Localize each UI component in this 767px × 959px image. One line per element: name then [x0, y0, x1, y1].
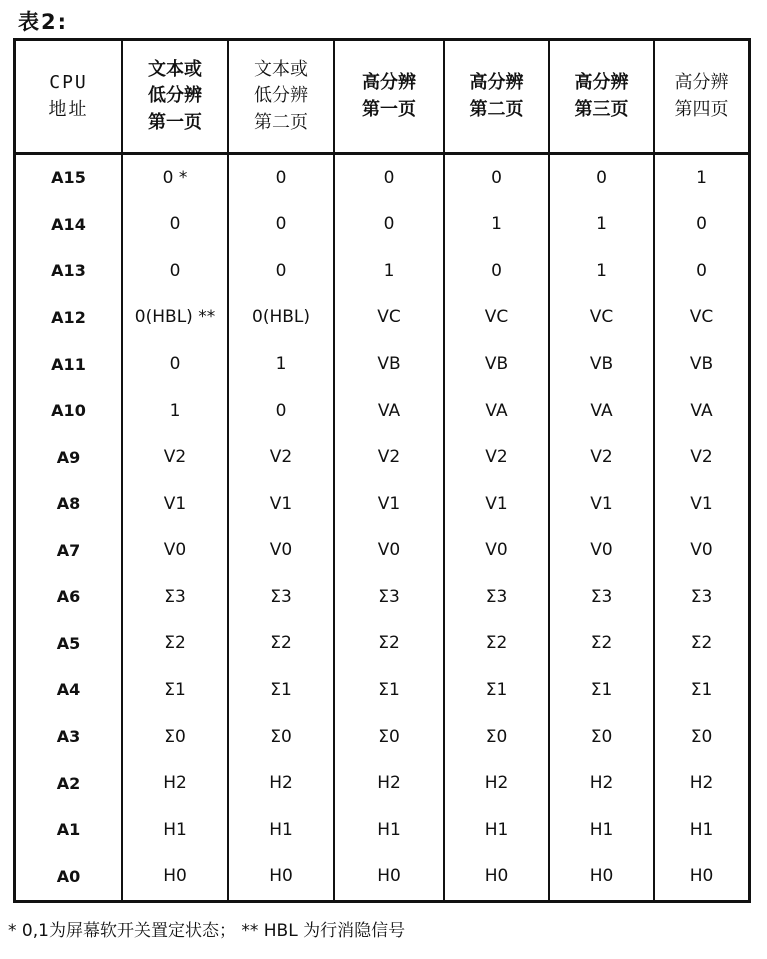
table-cell: Σ3	[653, 574, 748, 621]
table-cell: V1	[121, 481, 227, 528]
header-hires-page1: 高分辨 第一页	[333, 41, 443, 155]
table-cell: 0	[333, 202, 443, 249]
table-cell: VC	[548, 295, 653, 342]
table-cell: 0	[653, 202, 748, 249]
table-cell: VB	[653, 341, 748, 388]
table-cell: H0	[653, 853, 748, 900]
table-cell: H1	[443, 807, 548, 854]
table-cell: Σ1	[653, 667, 748, 714]
table-cell: Σ2	[443, 621, 548, 668]
table-cell: 0	[443, 248, 548, 295]
table-cell: VC	[443, 295, 548, 342]
table-cell: 0	[121, 341, 227, 388]
table-cell: Σ0	[443, 714, 548, 761]
address-line-cell: A9	[56, 447, 81, 467]
table-cell: V2	[443, 434, 548, 481]
address-line-cell: A3	[56, 727, 81, 747]
table-cell: Σ2	[333, 621, 443, 668]
table-cell: V0	[548, 528, 653, 575]
address-line-cell: A1	[56, 820, 81, 840]
table-cell: 1	[121, 388, 227, 435]
table-cell: VC	[653, 295, 748, 342]
table-cell: 0	[443, 155, 548, 202]
table-cell: 0	[227, 388, 333, 435]
table-cell: Σ2	[548, 621, 653, 668]
table-cell: 0	[227, 202, 333, 249]
table-cell: 1	[548, 248, 653, 295]
table-cell: Σ2	[121, 621, 227, 668]
address-line-cell: A13	[51, 261, 86, 281]
header-text-lores-page1: 文本或 低分辨 第一页	[121, 41, 227, 155]
table-cell: 1	[227, 341, 333, 388]
header-hires-page4: 高分辨 第四页	[653, 41, 748, 155]
table-cell: V2	[548, 434, 653, 481]
table-cell: H0	[121, 853, 227, 900]
address-line-cell: A4	[56, 680, 81, 700]
table-cell: Σ1	[443, 667, 548, 714]
table-cell: 0	[653, 248, 748, 295]
table-cell: V1	[443, 481, 548, 528]
table-cell: VA	[443, 388, 548, 435]
table-cell: Σ2	[227, 621, 333, 668]
table-cell: V0	[443, 528, 548, 575]
address-line-cell: A10	[51, 401, 86, 421]
address-line-cell: A14	[51, 214, 86, 234]
table-cell: Σ0	[548, 714, 653, 761]
address-line-cell: A11	[51, 354, 86, 374]
table-cell: VB	[548, 341, 653, 388]
table-cell: V0	[121, 528, 227, 575]
table-cell: 0	[121, 202, 227, 249]
table-cell: V1	[227, 481, 333, 528]
address-line-cell: A0	[56, 866, 81, 886]
address-line-cell: A8	[56, 494, 81, 514]
table-cell: H1	[333, 807, 443, 854]
table-cell: 0(HBL) **	[121, 295, 227, 342]
table-caption: 表2:	[18, 10, 69, 34]
table-cell: 0(HBL)	[227, 295, 333, 342]
table-cell: Σ1	[227, 667, 333, 714]
table-cell: 0 *	[121, 155, 227, 202]
address-line-cell: A7	[56, 540, 81, 560]
table-cell: 0	[548, 155, 653, 202]
table-cell: Σ0	[227, 714, 333, 761]
table-cell: 0	[227, 248, 333, 295]
table-cell: H0	[443, 853, 548, 900]
table-cell: 1	[443, 202, 548, 249]
table-cell: V1	[653, 481, 748, 528]
table-cell: V1	[548, 481, 653, 528]
table-cell: VB	[333, 341, 443, 388]
table-cell: H0	[333, 853, 443, 900]
table-cell: V0	[227, 528, 333, 575]
table-cell: H1	[548, 807, 653, 854]
address-line-cell: A2	[56, 773, 81, 793]
table-cell: 0	[227, 155, 333, 202]
table-cell: V2	[333, 434, 443, 481]
table-cell: V2	[227, 434, 333, 481]
address-line-cell: A5	[56, 633, 81, 653]
table-cell: H1	[653, 807, 748, 854]
header-text-lores-page2: 文本或 低分辨 第二页	[227, 41, 333, 155]
table-cell: 0	[333, 155, 443, 202]
table-cell: V0	[333, 528, 443, 575]
table-cell: H2	[548, 760, 653, 807]
table-cell: Σ1	[121, 667, 227, 714]
table-cell: Σ1	[548, 667, 653, 714]
table-cell: V0	[653, 528, 748, 575]
table-cell: H2	[653, 760, 748, 807]
table-cell: Σ1	[333, 667, 443, 714]
table-cell: H2	[333, 760, 443, 807]
table-cell: H1	[121, 807, 227, 854]
table-cell: Σ3	[443, 574, 548, 621]
table-cell: Σ3	[333, 574, 443, 621]
table-cell: 1	[653, 155, 748, 202]
header-hires-page2: 高分辨 第二页	[443, 41, 548, 155]
table-cell: 0	[121, 248, 227, 295]
table-cell: Σ2	[653, 621, 748, 668]
table-cell: Σ0	[121, 714, 227, 761]
table-cell: Σ0	[333, 714, 443, 761]
table-cell: VA	[653, 388, 748, 435]
address-line-cell: A12	[51, 307, 86, 327]
address-line-cell: A6	[56, 587, 81, 607]
table-cell: 1	[333, 248, 443, 295]
table-cell: Σ0	[653, 714, 748, 761]
table-cell: H2	[227, 760, 333, 807]
table-cell: Σ3	[227, 574, 333, 621]
table-cell: V1	[333, 481, 443, 528]
table-cell: VB	[443, 341, 548, 388]
table-cell: H1	[227, 807, 333, 854]
table-cell: H2	[121, 760, 227, 807]
table-cell: V2	[121, 434, 227, 481]
table-cell: VA	[548, 388, 653, 435]
table-cell: Σ3	[121, 574, 227, 621]
table-cell: V2	[653, 434, 748, 481]
table-cell: H0	[227, 853, 333, 900]
table-cell: H0	[548, 853, 653, 900]
table-cell: H2	[443, 760, 548, 807]
table-footnote: * 0,1为屏幕软开关置定状态； ** HBL 为行消隐信号	[8, 921, 406, 941]
table-cell: Σ3	[548, 574, 653, 621]
address-line-cell: A15	[51, 168, 86, 188]
table-cell: VC	[333, 295, 443, 342]
header-hires-page3: 高分辨 第三页	[548, 41, 653, 155]
address-mapping-table	[13, 38, 751, 903]
table-cell: VA	[333, 388, 443, 435]
header-cpu-address: CPU 地址	[16, 41, 121, 155]
table-cell: 1	[548, 202, 653, 249]
